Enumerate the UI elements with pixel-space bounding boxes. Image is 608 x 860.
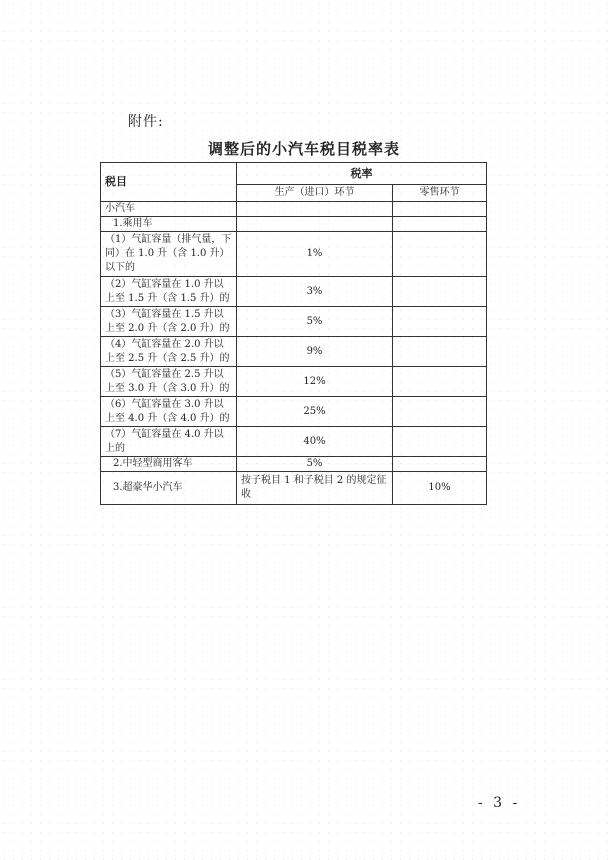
row-label: （5）气缸容量在 2.5 升以上至 3.0 升（含 3.0 升）的 [101,367,237,397]
table-row [101,367,487,397]
retail-rate: 10% [393,472,487,505]
category-label: 小汽车 [101,202,237,217]
production-rate: 9% [237,337,393,367]
production-rate: 25% [237,397,393,427]
retail-rate [393,397,487,427]
production-rate: 按子税目 1 和子税目 2 的规定征收 [237,472,393,505]
tax-rate-table [100,162,487,505]
row-label: 2.中轻型商用客车 [101,457,237,472]
production-rate: 1% [237,232,393,277]
retail-rate [393,457,487,472]
production-rate: 5% [237,307,393,337]
attachment-label: 附件: [128,114,164,130]
table-row [101,307,487,337]
row-label: （4）气缸容量在 2.0 升以上至 2.5 升（含 2.5 升）的 [101,337,237,367]
retail-rate [393,337,487,367]
table-row [101,337,487,367]
row-label: 3.超豪华小汽车 [101,472,237,505]
production-rate: 12% [237,367,393,397]
table-row [101,232,487,277]
subcategory-row [101,217,487,232]
table-title: 调整后的小汽车税目税率表 [207,140,400,158]
row-label: （3）气缸容量在 1.5 升以上至 2.0 升（含 2.0 升）的 [101,307,237,337]
row-label: （6）气缸容量在 3.0 升以上至 4.0 升（含 4.0 升）的 [101,397,237,427]
luxury-row [101,472,487,505]
retail-rate [393,232,487,277]
empty-cell [393,217,487,232]
row-label: （1）气缸容量（排气量，下同）在 1.0 升（含 1.0 升）以下的 [101,232,237,277]
retail-rate [393,307,487,337]
production-rate: 3% [237,277,393,307]
subcategory-label: 1.乘用车 [101,217,237,232]
item-column-header: 税目 [101,163,237,202]
retail-rate [393,367,487,397]
production-rate: 5% [237,457,393,472]
row-label: （7）气缸容量在 4.0 升以上的 [101,427,237,457]
row-label: （2）气缸容量在 1.0 升以上至 1.5 升（含 1.5 升）的 [101,277,237,307]
table-row [101,277,487,307]
production-rate: 40% [237,427,393,457]
empty-cell [237,202,393,217]
page-number: - 3 - [478,795,521,811]
retail-column-header: 零售环节 [393,185,487,202]
rate-column-header: 税率 [237,163,487,185]
empty-cell [393,202,487,217]
production-column-header: 生产（进口）环节 [237,185,393,202]
retail-rate [393,277,487,307]
commercial-row [101,457,487,472]
category-row [101,202,487,217]
table-row [101,397,487,427]
table-row [101,427,487,457]
empty-cell [237,217,393,232]
table-header-row [101,163,487,185]
retail-rate [393,427,487,457]
